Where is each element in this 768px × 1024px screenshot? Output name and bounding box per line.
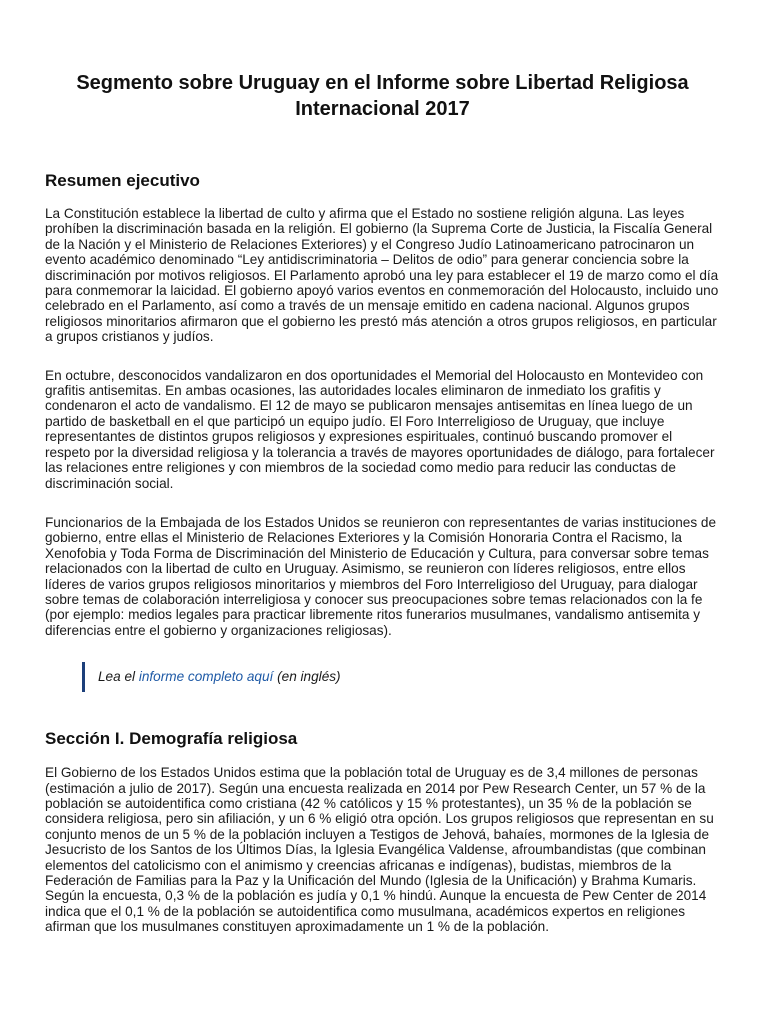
resumen-paragraph-1: La Constitución establece la libertad de culto y afirma que el Estado no sostiene religión alguna. Las leyes prohíben la discriminación basada en la religión. El gobierno (la Suprema Corte de Justicia, la Fiscalía General de la Nación y el Ministerio de Relaciones Exteriores) y el Congreso Judío Latinoamericano patrocinaron un evento académico denominado “Ley antidiscriminatoria – Delitos de odio” para generar conciencia sobre la discriminación por motivos religiosos. El Parlamento aprobó una ley para establecer el 19 de marzo como el día para conmemorar la laicidad. El gobierno apoyó varios eventos en conmemoración del Holocausto, incluido uno celebrado en el Parlamento, así como a través de un mensaje emitido en cadena nacional. Algunos grupos religiosos minoritarios afirmaron que el gobierno les prestó más atención a otros grupos religiosos, en particular a grupos cristianos y judíos.: [45, 206, 719, 345]
callout-prefix: Lea el: [98, 669, 139, 685]
section-heading-demografia: Sección I. Demografía religiosa: [45, 729, 298, 749]
section-heading-resumen: Resumen ejecutivo: [45, 171, 200, 190]
demografia-paragraph: El Gobierno de los Estados Unidos estima que la población total de Uruguay es de 3,4 millones de personas (estimación a julio de 2017). Según una encuesta realizada en 2014 por Pew Research Center, un 57 % de la población se autoidentifica como cristiana (42 % católicos y 15 % protestantes), un 35 % de la población se considera religiosa, pero sin afiliación, y un 6 % eligió otra opción. Los grupos religiosos que representan en su conjunto menos de un 5 % de la población incluyen a Testigos de Jehová, bahaíes, mormones de la Iglesia de Jesucristo de los Santos de los Últimos Días, la Iglesia Evangélica Valdense, afroumbandistas (que combinan elementos del catolicismo con el animismo y creencias africanas e indígenas), budistas, miembros de la Federación de Familias para la Paz y la Unificación del Mundo (Iglesia de la Unificación) y Brahma Kumaris. Según la encuesta, 0,3 % de la población es judía y 0,1 % hindú. Aunque la encuesta de Pew Center de 2014 indica que el 0,1 % de la población se autoidentifica como musulmana, académicos expertos en religiones afirman que los musulmanes constituyen aproximadamente un 1 % de la población.: [45, 765, 714, 935]
callout-suffix: (en inglés): [273, 669, 341, 685]
full-report-callout: [82, 662, 720, 692]
document-title: Segmento sobre Uruguay en el Informe sobre Libertad Religiosa Internacional 2017: [76, 72, 689, 120]
resumen-paragraph-3: Funcionarios de la Embajada de los Estados Unidos se reunieron con representantes de varias instituciones de gobierno, entre ellas el Ministerio de Relaciones Exteriores y la Comisión Honoraria Contra el Racismo, la Xenofobia y Toda Forma de Discriminación del Ministerio de Educación y Cultura, para conversar sobre temas relacionados con la libertad de culto en Uruguay. Asimismo, se reunieron con líderes religiosos, entre ellos líderes de varios grupos religiosos minoritarios y miembros del Foro Interreligioso del Uruguay, para dialogar sobre temas de colaboración interreligiosa y conocer sus preocupaciones sobre temas relacionados con la fe (por ejemplo: medios legales para practicar libremente ritos funerarios musulmanes, vandalismo antisemita y diferencias entre el gobierno y organizaciones religiosas).: [45, 514, 717, 638]
full-report-link[interactable]: informe completo aquí: [138, 669, 274, 685]
resumen-paragraph-2: En octubre, desconocidos vandalizaron en dos oportunidades el Memorial del Holocausto en Montevideo con grafitis antisemitas. En ambas ocasiones, las autoridades locales eliminaron de inmediato los grafitis y condenaron el acto de vandalismo. El 12 de mayo se publicaron mensajes antisemitas en línea luego de un partido de basketball en el que participó un equipo judío. El Foro Interreligioso de Uruguay, que incluye representantes de distintos grupos religiosos y expresiones espirituales, continuó buscando promover el respeto por la diversidad religiosa y la tolerancia a través de mayores oportunidades de diálogo, para fortalecer las relaciones entre religiones y con miembros de la sociedad como medio para reducir las conductas de discriminación social.: [45, 367, 715, 491]
